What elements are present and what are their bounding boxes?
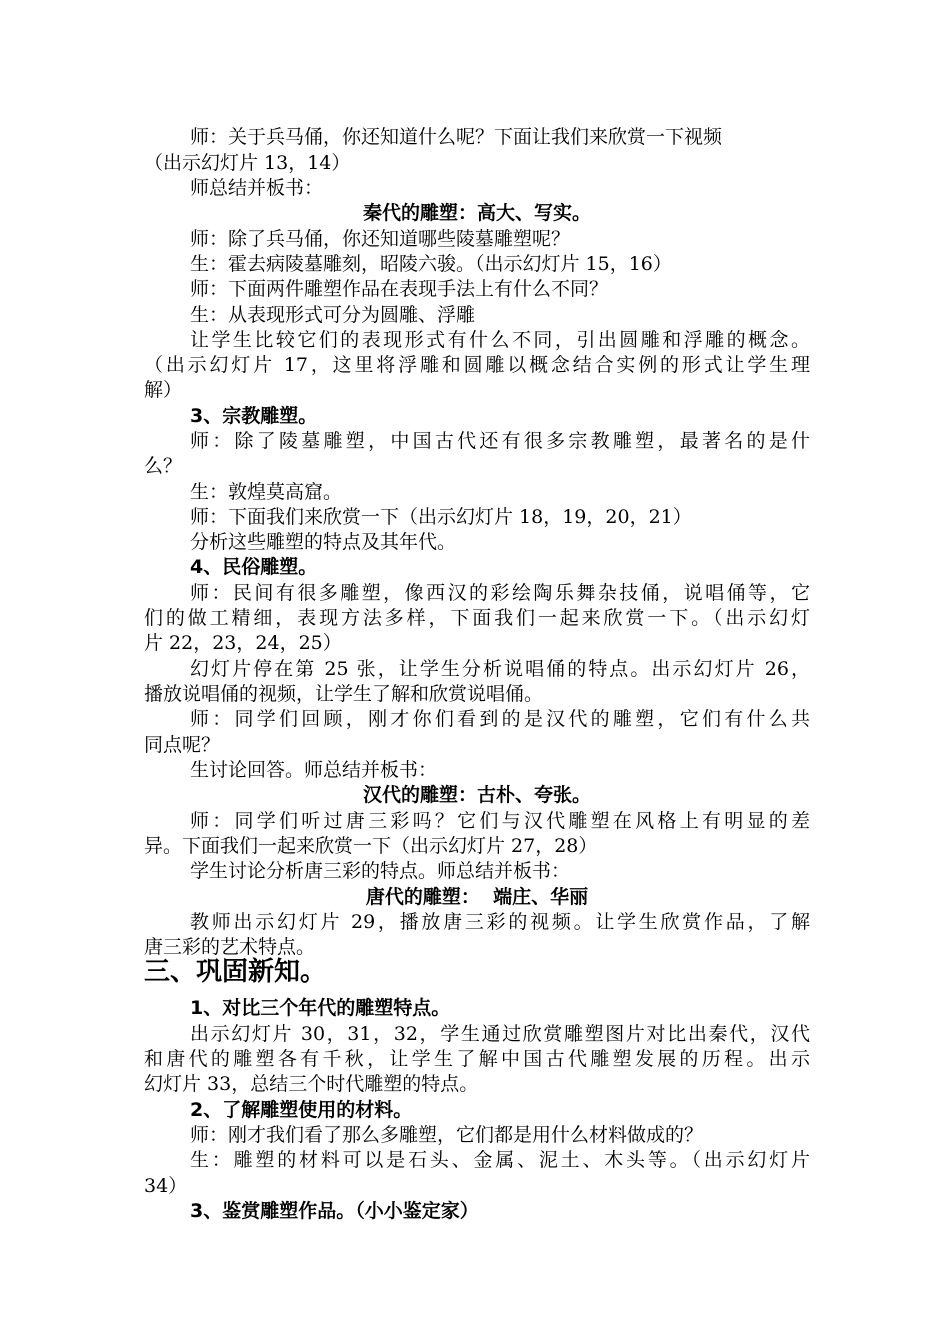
paragraph-line: 解） xyxy=(144,379,183,401)
paragraph-line: 生：霍去病陵墓雕刻，昭陵六骏。（出示幻灯片 15，16） xyxy=(190,253,672,275)
paragraph-line: 师：同学们听过唐三彩吗？它们与汉代雕塑在风格上有明显的差 xyxy=(190,810,810,832)
section-heading: 4、民俗雕塑。 xyxy=(190,556,318,578)
paragraph-line: 生：从表现形式可分为圆雕、浮雕 xyxy=(190,304,476,326)
paragraph-line: 师：民间有很多雕塑，像西汉的彩绘陶乐舞杂技俑，说唱俑等，它 xyxy=(190,582,810,604)
paragraph-line: 师：同学们回顾，刚才你们看到的是汉代的雕塑，它们有什么共 xyxy=(190,708,810,730)
paragraph-line: 师：除了兵马俑，你还知道哪些陵墓雕塑呢？ xyxy=(190,228,571,250)
paragraph-line: 师：刚才我们看了那么多雕塑，它们都是用什么材料做成的？ xyxy=(190,1124,704,1146)
section-heading: 1、对比三个年代的雕塑特点。 xyxy=(190,997,451,1019)
paragraph-line: 幻灯片停在第 25 张，让学生分析说唱俑的特点。出示幻灯片 26， xyxy=(190,658,810,680)
paragraph-line: 播放说唱俑的视频，让学生了解和欣赏说唱俑。 xyxy=(144,683,544,705)
paragraph-line: 同点呢？ xyxy=(144,734,221,756)
paragraph-line: 生：雕塑的材料可以是石头、金属、泥土、木头等。（出示幻灯片 xyxy=(190,1149,810,1171)
paragraph-line: 34） xyxy=(144,1175,188,1197)
section-heading: 3、鉴赏雕塑作品。（小小鉴定家） xyxy=(190,1200,479,1222)
paragraph-line: 让学生比较它们的表现形式有什么不同，引出圆雕和浮雕的概念。 xyxy=(190,329,810,351)
paragraph-line: 师：关于兵马俑，你还知道什么呢？下面让我们来欣赏一下视频 xyxy=(190,126,723,148)
paragraph-line: 片 22，23，24，25） xyxy=(144,632,342,654)
paragraph-line: 师总结并板书： xyxy=(190,177,324,199)
paragraph-line: 和唐代的雕塑各有千秋，让学生了解中国古代雕塑发展的历程。出示 xyxy=(144,1048,810,1070)
section-heading: 3、宗教雕塑。 xyxy=(190,405,318,427)
paragraph-line: 么？ xyxy=(144,455,183,477)
paragraph-line: （出示幻灯片 17，这里将浮雕和圆雕以概念结合实例的形式让学生理 xyxy=(144,354,810,376)
chapter-heading: 三、巩固新知。 xyxy=(144,957,327,987)
paragraph-line: 教师出示幻灯片 29，播放唐三彩的视频。让学生欣赏作品，了解 xyxy=(190,911,810,933)
paragraph-line: 出示幻灯片 30，31，32，学生通过欣赏雕塑图片对比出秦代，汉代 xyxy=(190,1023,810,1045)
board-writing-qin: 秦代的雕塑：高大、写实。 xyxy=(362,202,591,224)
paragraph-line: 师：下面两件雕塑作品在表现手法上有什么不同？ xyxy=(190,278,609,300)
section-heading: 2、了解雕塑使用的材料。 xyxy=(190,1099,413,1121)
paragraph-line: 师：除了陵墓雕塑，中国古代还有很多宗教雕塑，最著名的是什 xyxy=(190,430,810,452)
paragraph-line: 生：敦煌莫高窟。 xyxy=(190,481,343,503)
paragraph-line: 幻灯片 33，总结三个时代雕塑的特点。 xyxy=(144,1073,479,1095)
board-writing-han: 汉代的雕塑：古朴、夸张。 xyxy=(362,784,591,806)
paragraph-line: 师：下面我们来欣赏一下（出示幻灯片 18，19，20，21） xyxy=(190,506,692,528)
paragraph-line: 生讨论回答。师总结并板书： xyxy=(190,759,438,781)
paragraph-line: （出示幻灯片 13，14） xyxy=(144,152,351,174)
paragraph-line: 学生讨论分析唐三彩的特点。师总结并板书： xyxy=(190,860,571,882)
paragraph-line: 唐三彩的艺术特点。 xyxy=(144,936,316,958)
paragraph-line: 们的做工精细，表现方法多样，下面我们一起来欣赏一下。（出示幻灯 xyxy=(144,607,810,629)
paragraph-line: 异。下面我们一起来欣赏一下（出示幻灯片 27，28） xyxy=(144,835,598,857)
paragraph-line: 分析这些雕塑的特点及其年代。 xyxy=(190,531,457,553)
board-writing-tang: 唐代的雕塑： 端庄、华丽 xyxy=(365,886,589,908)
